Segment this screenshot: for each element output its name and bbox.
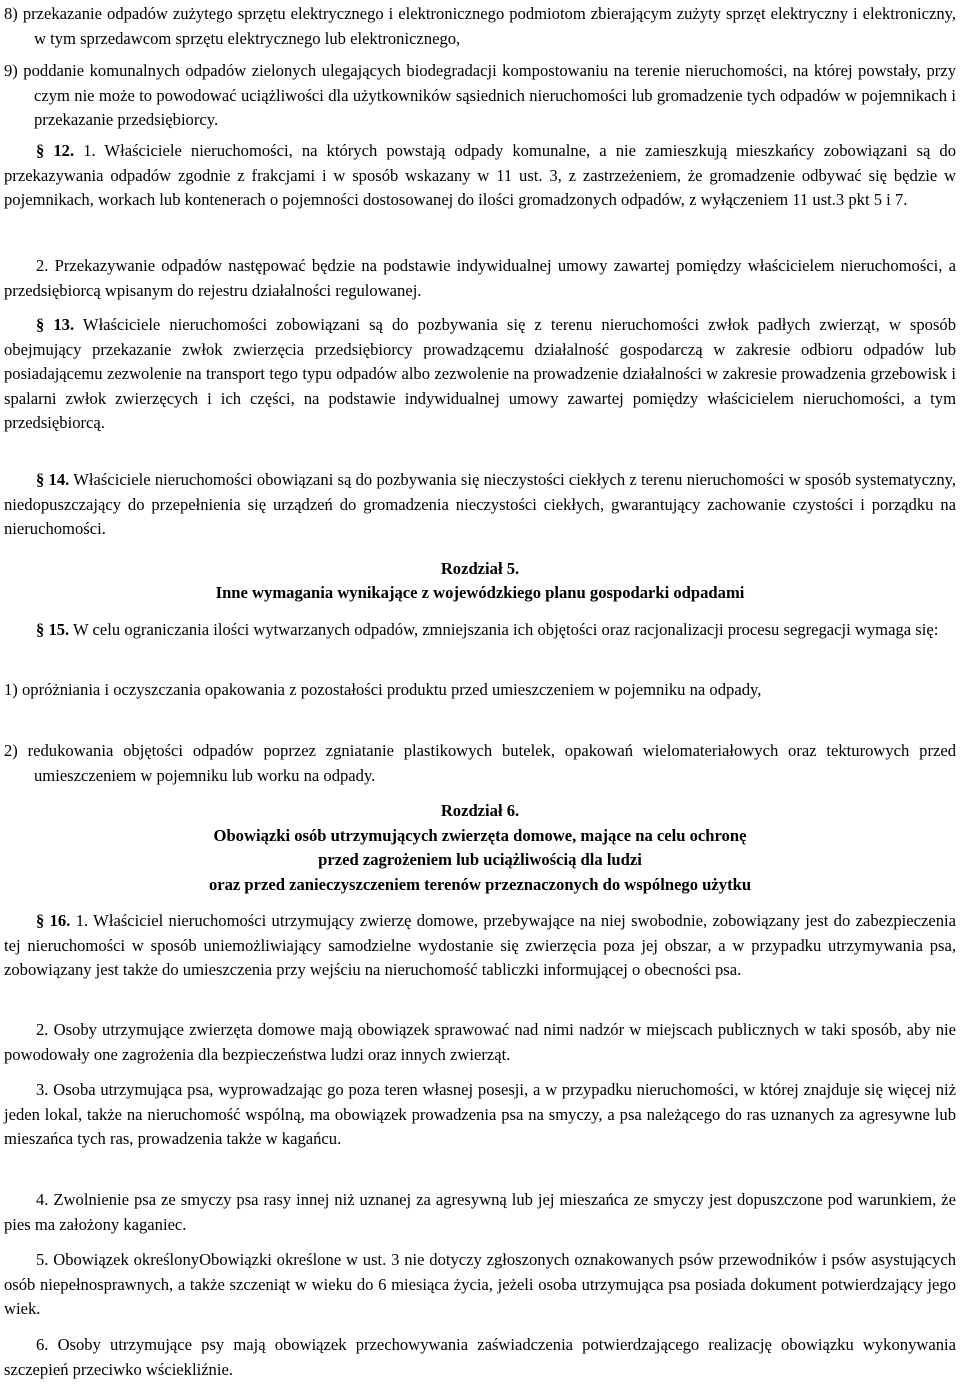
item-9: 9) poddanie komunalnych odpadów zielonych ulegających biodegradacji kompostowaniu na terenie nieruchomości, na której powstały, przy czym nie może to powodować uciążliwości dla użytkowników sąsiednich nieruchomości lub gromadzenie tych odpadów w pojemnikach i przekazanie przedsiębiorcy. <box>4 61 956 130</box>
paragraph-16-2: 2. Osoby utrzymujące zwierzęta domowe mają obowiązek sprawować nad nimi nadzór w miejscach publicznych w taki sposób, aby nie powodowały one zagrożenia dla bezpieczeństwa ludzi oraz innych zwierząt. <box>4 1020 956 1064</box>
item-8: 8) przekazanie odpadów zużytego sprzętu elektrycznego i elektronicznego podmiotom zbierającym zużyty sprzęt elektryczny i elektroniczny, w tym sprzedawcom sprzętu elektrycznego lub elektronicznego, <box>4 4 956 48</box>
section-number-13: § 13. <box>36 315 75 334</box>
chapter-6-number: Rozdział 6. <box>440 801 520 820</box>
paragraph-16-1 <box>4 909 956 983</box>
paragraph-13-text: Właściciele nieruchomości zobowiązani są do pozbywania się z terenu nieruchomości zwłok padłych zwierząt, w sposób obejmujący przekazanie zwłok zwierzęcia przedsiębiorcy prowadzącemu działalność gospodarczą w zakresie odbioru odpadów lub posiadającemu zezwolenie na transport tego typu odpadów albo zezwolenie na prowadzenie działalności w zakresie prowadzenia grzebowisk i spalarni zwłok zwierzęcych i ich części, na podstawie indywidualnej umowy zawartej pomiędzy właścicielem nieruchomości, a tym przedsiębiorcą. <box>4 315 956 433</box>
item-15-2: 2) redukowania objętości odpadów poprzez zgniatanie plastikowych butelek, opakowań wielomateriałowych oraz tekturowych przed umieszczeniem w pojemniku lub worku na odpady. <box>4 741 956 785</box>
chapter-6-title-line-3: oraz przed zanieczyszczeniem terenów przeznaczonych do wspólnego użytku <box>208 875 752 894</box>
paragraph-14 <box>4 468 956 542</box>
chapter-5-title: Inne wymagania wynikające z wojewódzkiego planu gospodarki odpadami <box>215 583 745 602</box>
paragraph-16-1-text: 1. Właściciel nieruchomości utrzymujący zwierzę domowe, przebywające na niej swobodnie, zobowiązany jest do zabezpieczenia tej nieruchomości w sposób uniemożliwiający samodzielne wydostanie się zwierzęcia poza jej obszar, a w przypadku utrzymywania psa, zobowiązany jest także do umieszczenia przy wejściu na nieruchomość tabliczki informującej o obecności psa. <box>4 911 956 980</box>
section-number-15: § 15. <box>36 620 70 639</box>
section-number-14: § 14. <box>36 470 70 489</box>
paragraph-12-2: 2. Przekazywanie odpadów następować będzie na podstawie indywidualnej umowy zawartej pomiędzy właścicielem nieruchomości, a przedsiębiorcą wpisanym do rejestru działalności regulowanej. <box>4 256 956 300</box>
paragraph-16-5: 5. Obowiązek określonyObowiązki określone w ust. 3 nie dotyczy zgłoszonych oznakowanych psów przewodników i psów asystujących osób niepełnosprawnych, a także szczeniąt w wieku do 6 miesiąca życia, jeżeli osoba utrzymująca psa posiada dokument potwierdzający jego wiek. <box>4 1250 956 1319</box>
paragraph-15-text: W celu ograniczania ilości wytwarzanych odpadów, zmniejszania ich objętości oraz racjonalizacji procesu segregacji wymaga się: <box>69 620 939 639</box>
paragraph-16-4: 4. Zwolnienie psa ze smyczy psa rasy innej niż uznanej za agresywną lub jej mieszańca ze smyczy jest dopuszczone pod warunkiem, że pies ma założony kaganiec. <box>4 1190 956 1234</box>
paragraph-13 <box>4 313 956 436</box>
section-number-16: § 16. <box>36 911 71 930</box>
paragraph-12-1-text: 1. Właściciele nieruchomości, na których powstają odpady komunalne, a nie zamieszkują mieszkańcy zobowiązani są do przekazywania odpadów zgodnie z frakcjami i w sposób wskazany w 11 ust. 3, z zastrzeżeniem, że gromadzenie odbywać się będzie w pojemnikach, workach lub kontenerach o pojemności dostosowanej do ilości gromadzonych odpadów, z wyłączeniem 11 ust.3 pkt 5 i 7. <box>4 141 956 210</box>
item-15-1: 1) opróżniania i oczyszczania opakowania z pozostałości produktu przed umieszczeniem w pojemniku na odpady, <box>4 680 762 699</box>
paragraph-12-1 <box>4 139 956 213</box>
chapter-6-title-line-1: Obowiązki osób utrzymujących zwierzęta domowe, mające na celu ochronę <box>213 826 747 845</box>
paragraph-16-3: 3. Osoba utrzymująca psa, wyprowadzając go poza teren własnej posesji, a w przypadku nieruchomości, w której znajduje się więcej niż jeden lokal, także na nieruchomość wspólną, ma obowiązek prowadzenia psa na smyczy, a psa należącego do ras uznanych za agresywne lub mieszańca tych ras, prowadzenia także w kagańcu. <box>4 1080 956 1149</box>
paragraph-16-6: 6. Osoby utrzymujące psy mają obowiązek przechowywania zaświadczenia potwierdzającego realizację obowiązku wykonywania szczepień przeciwko wściekliźnie. <box>4 1335 956 1379</box>
paragraph-14-text: Właściciele nieruchomości obowiązani są do pozbywania się nieczystości ciekłych z terenu nieruchomości w sposób systematyczny, niedopuszczający do przepełnienia się urządzeń do gromadzenia nieczystości ciekłych, gwarantujący zachowanie czystości i porządku na nieruchomości. <box>4 470 957 539</box>
section-number-12: § 12. <box>36 141 75 160</box>
chapter-5-number: Rozdział 5. <box>440 559 520 578</box>
chapter-6-title-line-2: przed zagrożeniem lub uciążliwością dla ludzi <box>318 850 642 869</box>
paragraph-15 <box>4 618 956 643</box>
